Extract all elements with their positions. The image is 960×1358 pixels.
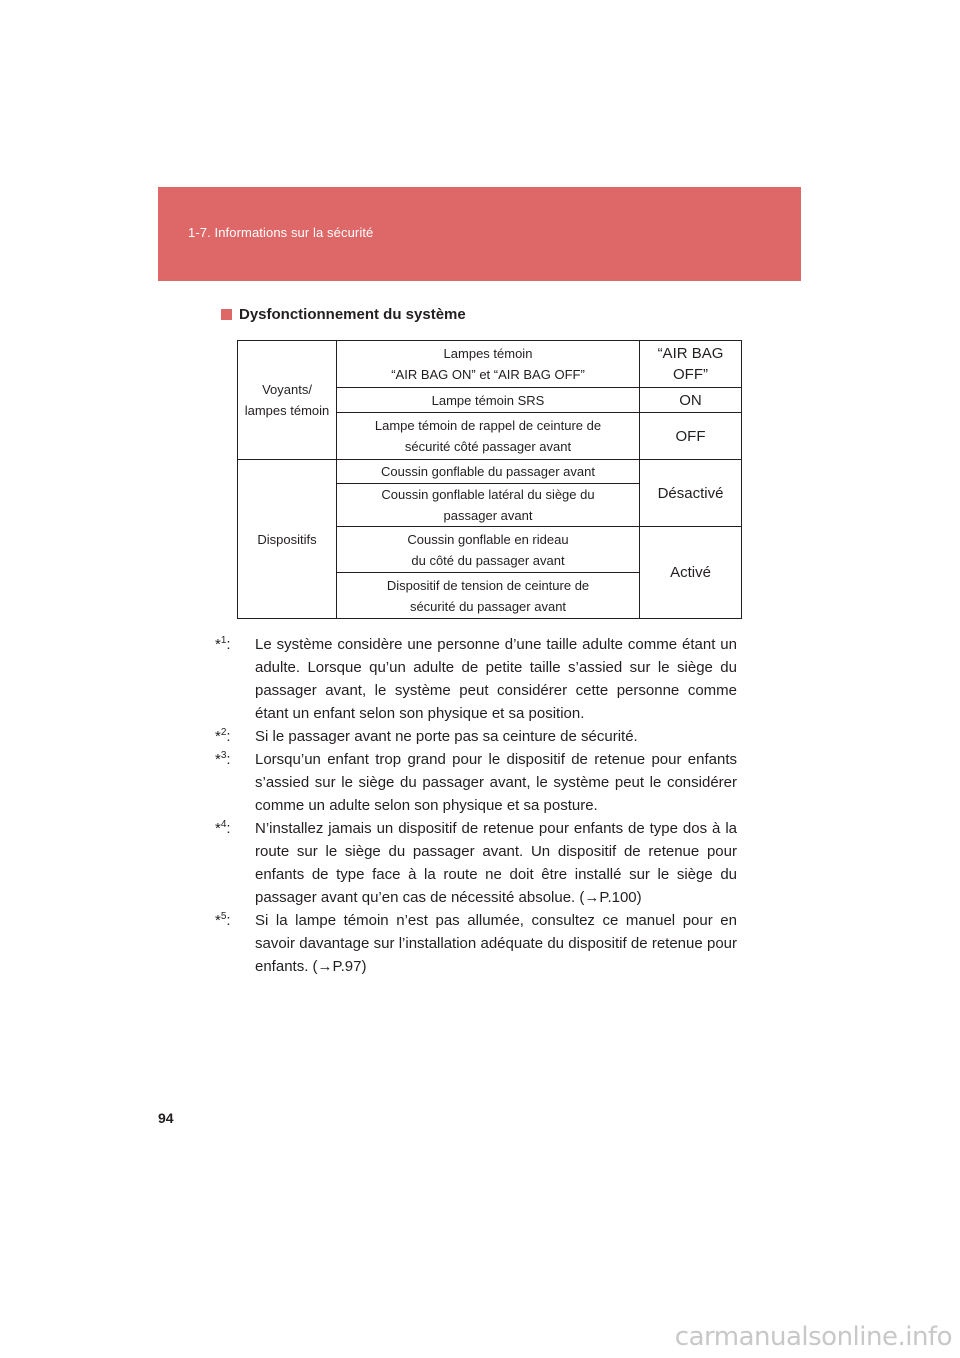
group-label-dispositifs: Dispositifs [238, 460, 337, 619]
footnote-item [215, 817, 737, 909]
page-number: 94 [158, 1110, 174, 1126]
section-header-band [158, 187, 801, 281]
table-cell-value: Activé [640, 527, 742, 619]
table-cell: Coussin gonflable en rideau du côté du passager avant [337, 527, 640, 573]
group-label-text: Voyants/ lampes témoin [244, 382, 330, 418]
system-status-table [237, 340, 742, 619]
table-cell: Coussin gonflable du passager avant [337, 460, 640, 484]
table-cell-value: “AIR BAG OFF” [640, 341, 742, 388]
table-cell: Lampe témoin SRS [337, 388, 640, 413]
table-cell: Lampe témoin de rappel de ceinture de sécurité côté passager avant [337, 413, 640, 460]
footnote-item [215, 909, 737, 978]
footnote-text: Si le passager avant ne porte pas sa ceinture de sécurité. [255, 728, 638, 745]
footnote-marker: *$^2$: [215, 727, 231, 745]
footnotes [215, 633, 737, 978]
table-cell-value: Désactivé [640, 460, 742, 527]
footnote-marker: *$^5$: [215, 911, 231, 929]
table-cell-value: OFF [640, 413, 742, 460]
group-label-voyants [238, 341, 337, 460]
footnote-item [215, 748, 737, 817]
footnote-marker: *$^1$: [215, 635, 231, 653]
footnote-text: Le système considère une personne d’une taille adulte comme étant un adulte. Lorsque qu’un adulte de petite taille s’assied sur le siège du passager avant, le système peut considérer cette personne comme étant un enfant selon son physique et sa position. [255, 636, 737, 722]
table-cell: Coussin gonflable latéral du siège du passager avant [337, 484, 640, 527]
subsection-heading [221, 306, 466, 323]
section-title: 1-7. Informations sur la sécurité [188, 225, 374, 240]
watermark: carmanualsonline.info [674, 1322, 952, 1352]
bullet-square-icon [221, 309, 232, 320]
footnote-marker: *$^4$: [215, 819, 231, 837]
footnote-text: Lorsqu’un enfant trop grand pour le dispositif de retenue pour enfants s’assied sur le siège du passager avant, le système peut le considérer comme un adulte selon son physique et sa posture. [255, 751, 737, 814]
table-cell-value: ON [640, 388, 742, 413]
table-row [238, 460, 742, 484]
table-cell: Dispositif de tension de ceinture de sécurité du passager avant [337, 573, 640, 619]
table-cell: Lampes témoin “AIR BAG ON” et “AIR BAG OFF” [337, 341, 640, 388]
footnote-item [215, 725, 737, 748]
table-row [238, 341, 742, 388]
heading-text: Dysfonctionnement du système [239, 306, 466, 323]
footnote-text: Si la lampe témoin n’est pas allumée, consultez ce manuel pour en savoir davantage sur l’installation adéquate du dispositif de retenue pour enfants. (→P.97) [255, 912, 737, 975]
footnote-marker: *$^3$: [215, 750, 231, 768]
footnote-item [215, 633, 737, 725]
footnote-text: N’installez jamais un dispositif de retenue pour enfants de type dos à la route sur le siège du passager avant. Un dispositif de retenue pour enfants de type face à la route ne doit être installé sur le siège du passager avant qu’en cas de nécessité absolue. (→P.100) [255, 820, 737, 906]
